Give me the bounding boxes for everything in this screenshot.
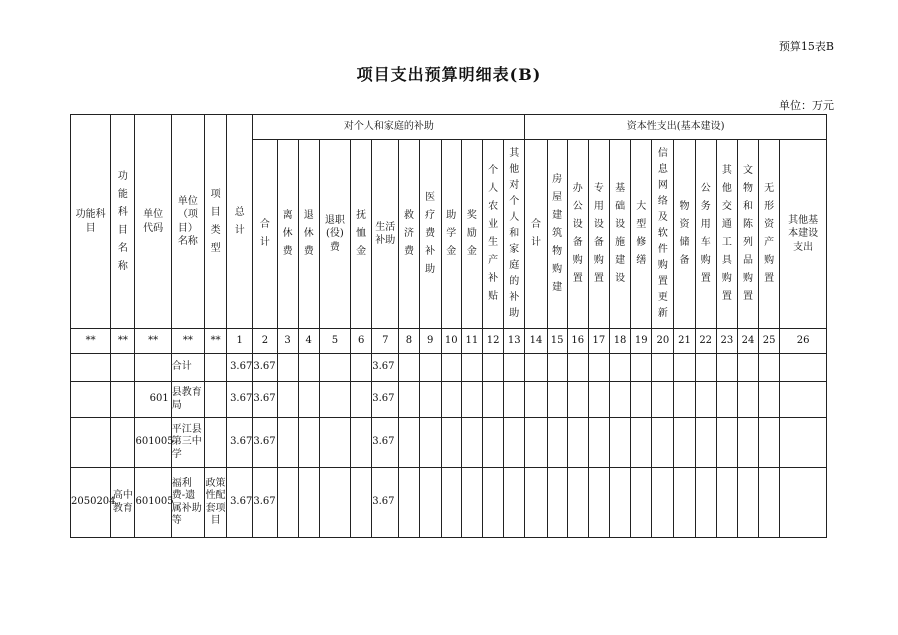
index-cell: 4 — [298, 329, 319, 354]
table-row — [71, 382, 827, 418]
header-c-wuzi: 物资储备 — [674, 140, 695, 329]
name-cell: 福利费-遗属补助等 — [171, 468, 204, 538]
total-cell: 3.67 — [227, 382, 253, 418]
index-cell: 2 — [253, 329, 277, 354]
total-cell: 3.67 — [227, 468, 253, 538]
code-cell — [135, 354, 171, 382]
p-shenghuo-cell: 3.67 — [372, 354, 399, 382]
index-cell: 19 — [631, 329, 652, 354]
budget-table — [70, 114, 827, 538]
header-p-lixiu: 离休费 — [277, 140, 298, 329]
header-c-wuxing: 无形资产购置 — [759, 140, 780, 329]
index-cell: 3 — [277, 329, 298, 354]
header-p-tuizhi: 退职(役)费 — [319, 140, 350, 329]
index-cell: 12 — [483, 329, 504, 354]
kemu-cell — [71, 418, 111, 468]
header-p-fuxu: 抚恤金 — [351, 140, 372, 329]
p-shenghuo-cell: 3.67 — [372, 468, 399, 538]
index-row — [71, 329, 827, 354]
header-p-zhuxue: 助学金 — [441, 140, 461, 329]
index-cell: ** — [204, 329, 226, 354]
table-row — [71, 354, 827, 382]
index-cell: ** — [71, 329, 111, 354]
header-gongneng-kemu: 功能科目 — [71, 115, 111, 329]
kemu-name-cell: 高中教育 — [111, 468, 135, 538]
p-shenghuo-cell: 3.67 — [372, 382, 399, 418]
header-c-heji: 合计 — [525, 140, 547, 329]
kemu-name-cell — [111, 418, 135, 468]
header-c-daxing: 大型修缮 — [631, 140, 652, 329]
total-cell: 3.67 — [227, 418, 253, 468]
index-cell: 23 — [716, 329, 737, 354]
header-c-zhuanyong: 专用设备购置 — [588, 140, 609, 329]
header-c-qita: 其他基本建设支出 — [780, 140, 827, 329]
type-cell — [204, 354, 226, 382]
header-c-fangwu: 房屋建筑物购建 — [547, 140, 567, 329]
p-heji-cell: 3.67 — [253, 382, 277, 418]
header-p-tuixiu: 退休费 — [298, 140, 319, 329]
p-heji-cell: 3.67 — [253, 468, 277, 538]
index-cell: 7 — [372, 329, 399, 354]
index-cell: ** — [135, 329, 171, 354]
header-p-heji: 合计 — [253, 140, 277, 329]
header-c-jichu: 基础设施建设 — [609, 140, 630, 329]
header-xiangmu-leixing: 项目类型 — [204, 115, 226, 329]
type-cell — [204, 418, 226, 468]
index-cell: ** — [111, 329, 135, 354]
p-heji-cell: 3.67 — [253, 418, 277, 468]
index-cell: 17 — [588, 329, 609, 354]
index-cell: 16 — [567, 329, 588, 354]
index-cell: 14 — [525, 329, 547, 354]
index-cell: 24 — [737, 329, 758, 354]
header-p-nongye: 个人农业生产补贴 — [483, 140, 504, 329]
table-row — [71, 418, 827, 468]
index-cell: 1 — [227, 329, 253, 354]
name-cell: 平江县第三中学 — [171, 418, 204, 468]
index-cell: 18 — [609, 329, 630, 354]
total-cell: 3.67 — [227, 354, 253, 382]
header-c-jiaotong: 其他交通工具购置 — [716, 140, 737, 329]
header-row-group — [71, 115, 827, 140]
header-p-qita: 其他对个人和家庭的补助 — [504, 140, 525, 329]
p-heji-cell: 3.67 — [253, 354, 277, 382]
header-danwei-mingcheng: 单位（项目）名称 — [171, 115, 204, 329]
header-gongneng-kemu-mingcheng: 功能科目名称 — [111, 115, 135, 329]
header-p-jiuji: 救济费 — [399, 140, 419, 329]
index-cell: 11 — [461, 329, 482, 354]
header-danwei-daima: 单位代码 — [135, 115, 171, 329]
kemu-name-cell — [111, 382, 135, 418]
page-title: 项目支出预算明细表(B) — [356, 65, 542, 84]
index-cell: 13 — [504, 329, 525, 354]
name-cell: 县教育局 — [171, 382, 204, 418]
header-p-shenghuo: 生活补助 — [372, 140, 399, 329]
index-cell: 5 — [319, 329, 350, 354]
header-c-gongwu: 公务用车购置 — [695, 140, 716, 329]
header-zongji: 总计 — [227, 115, 253, 329]
code-cell: 601005 — [135, 468, 171, 538]
index-cell: ** — [171, 329, 204, 354]
index-cell: 9 — [419, 329, 441, 354]
code-cell: 601005 — [135, 418, 171, 468]
kemu-cell: 2050204 — [71, 468, 111, 538]
header-p-yiliao: 医疗费补助 — [419, 140, 441, 329]
header-c-wenwu: 文物和陈列品购置 — [737, 140, 758, 329]
index-cell: 22 — [695, 329, 716, 354]
header-c-xinxi: 信息网络及软件购置更新 — [652, 140, 674, 329]
type-cell: 政策性配套项目 — [204, 468, 226, 538]
kemu-cell — [71, 354, 111, 382]
name-cell: 合计 — [171, 354, 204, 382]
type-cell — [204, 382, 226, 418]
kemu-cell — [71, 382, 111, 418]
code-cell: 601 — [135, 382, 171, 418]
index-cell: 10 — [441, 329, 461, 354]
header-p-jiangli: 奖励金 — [461, 140, 482, 329]
index-cell: 25 — [759, 329, 780, 354]
index-cell: 20 — [652, 329, 674, 354]
kemu-name-cell — [111, 354, 135, 382]
unit-label: 单位：万元 — [779, 99, 834, 112]
index-cell: 15 — [547, 329, 567, 354]
index-cell: 21 — [674, 329, 695, 354]
header-group-capital: 资本性支出(基本建设) — [525, 115, 827, 140]
index-cell: 26 — [780, 329, 827, 354]
index-cell: 6 — [351, 329, 372, 354]
header-c-bangong: 办公设备购置 — [567, 140, 588, 329]
p-shenghuo-cell: 3.67 — [372, 418, 399, 468]
table-number-label: 预算15表B — [778, 40, 834, 53]
header-group-personal: 对个人和家庭的补助 — [253, 115, 525, 140]
table-row — [71, 468, 827, 538]
index-cell: 8 — [399, 329, 419, 354]
